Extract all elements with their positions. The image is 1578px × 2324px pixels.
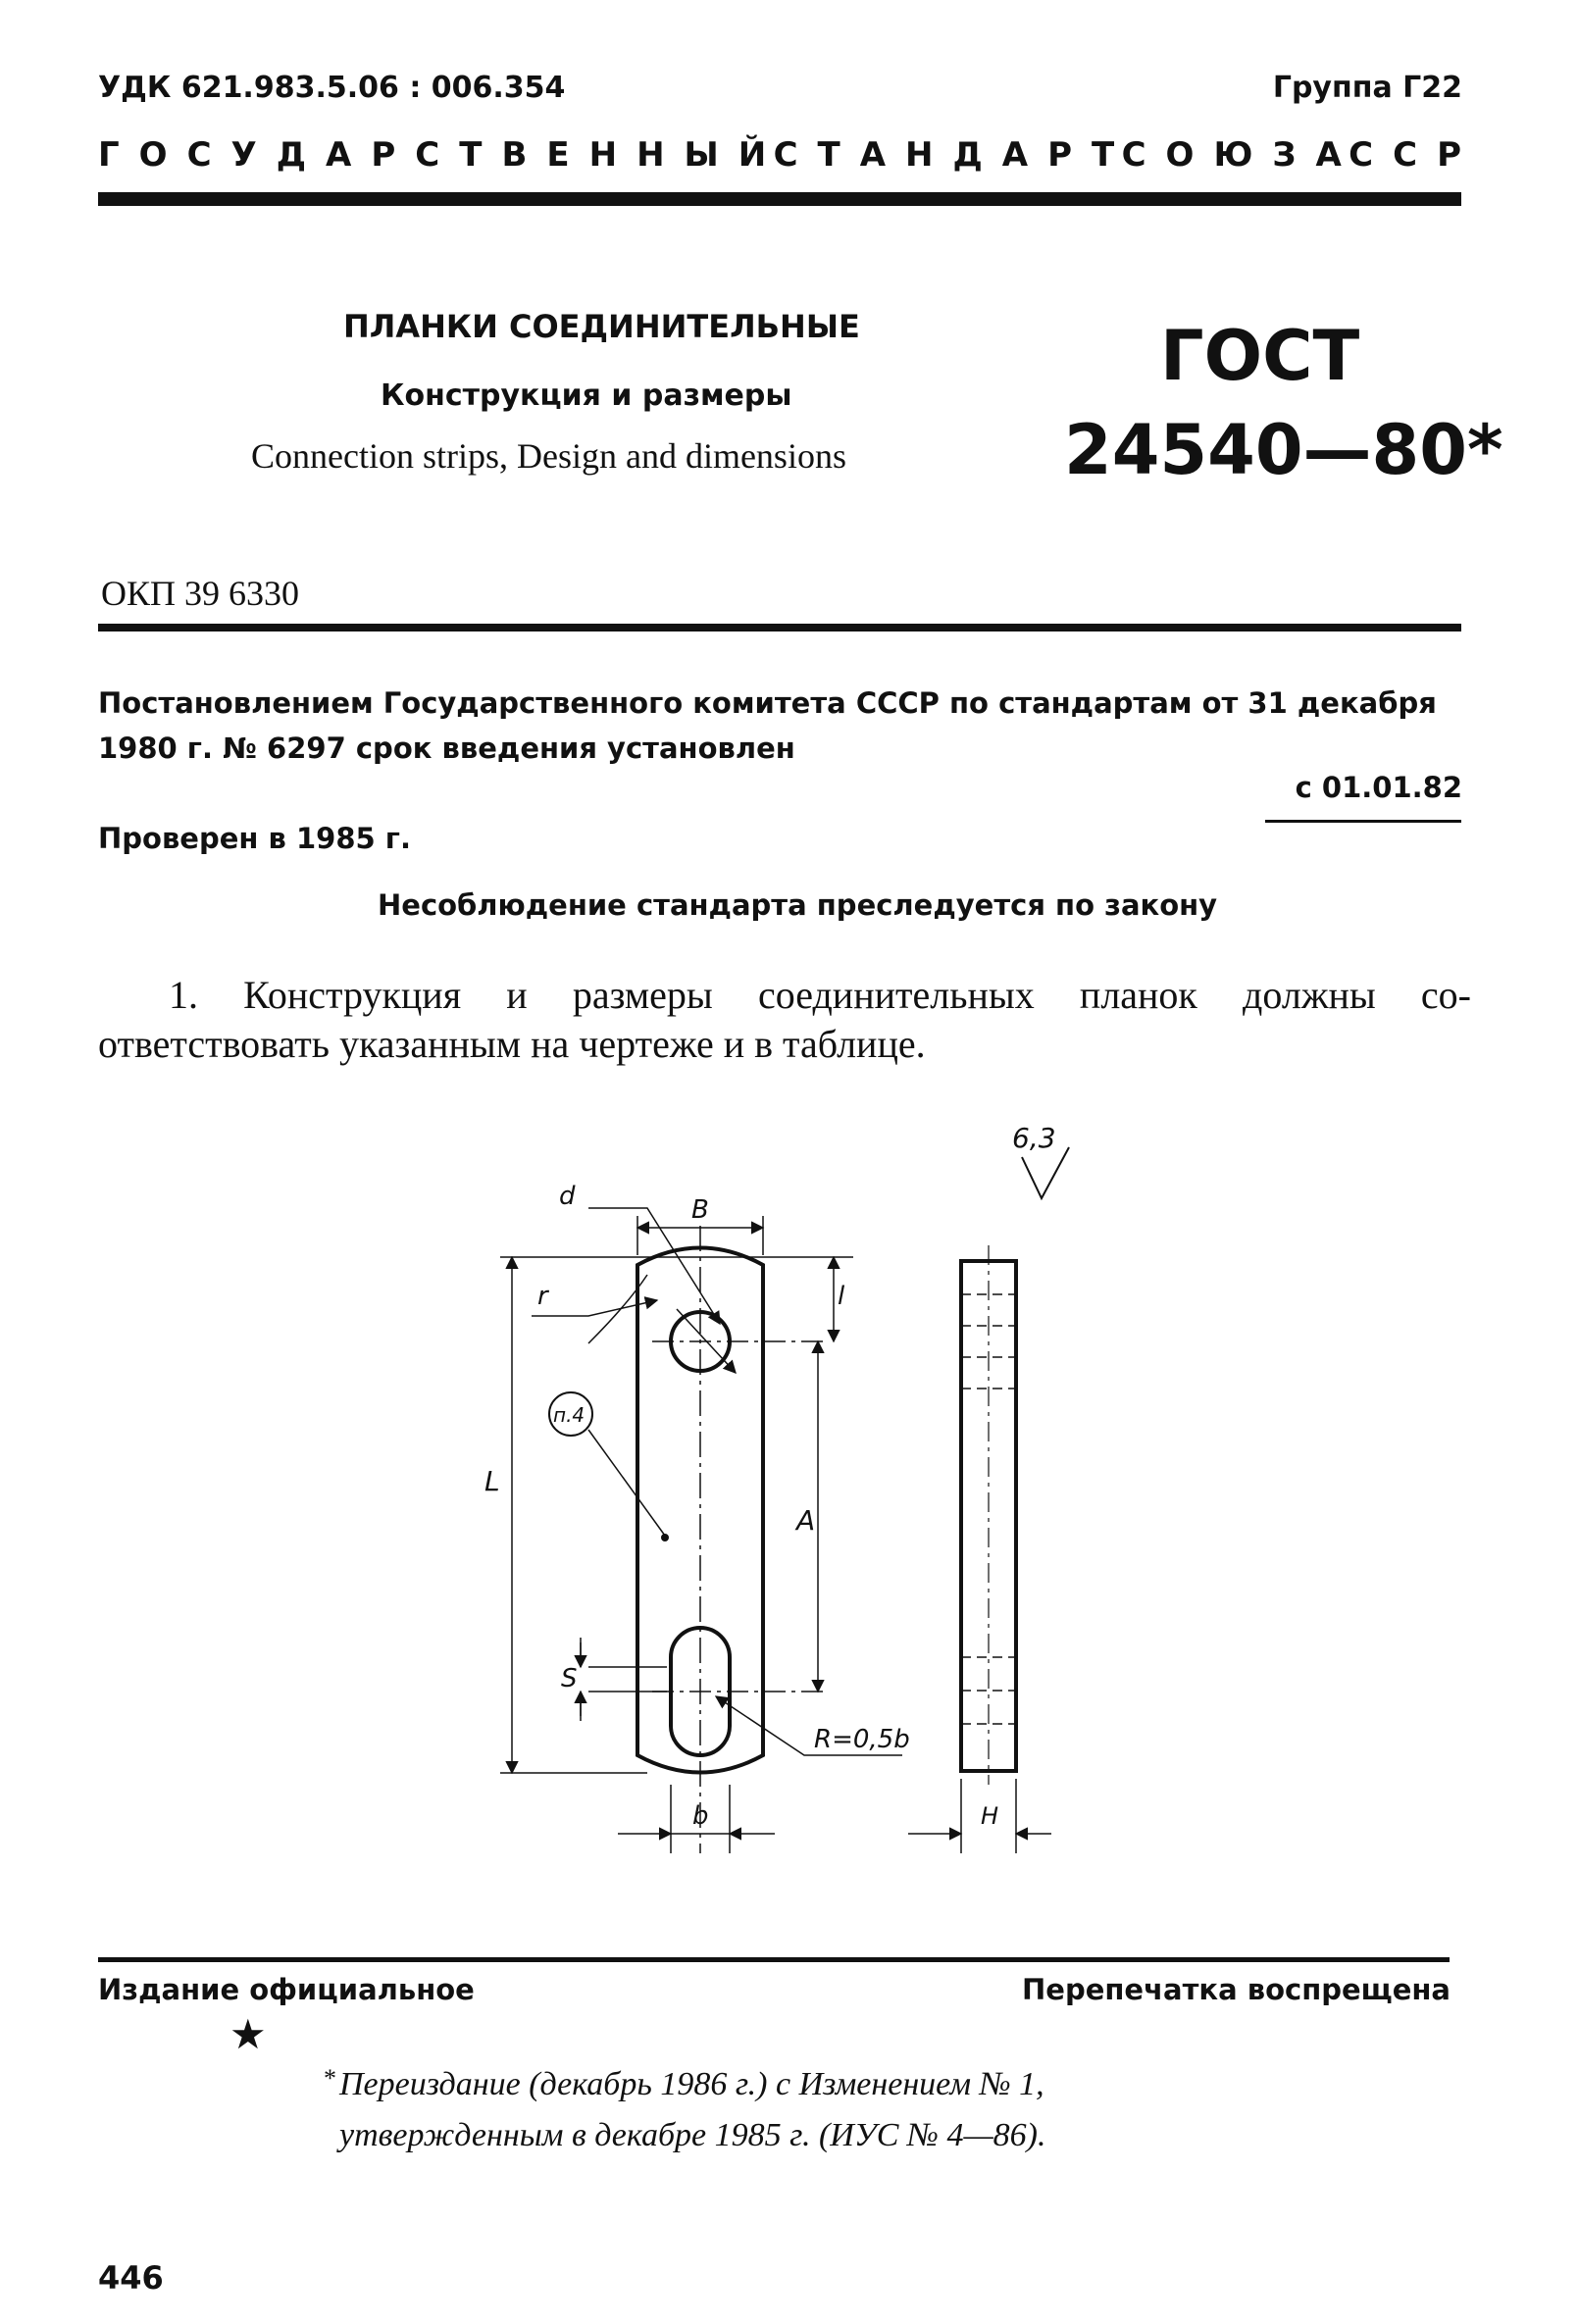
state-standard-letter: У [230,135,257,175]
state-standard-letter: В [501,135,528,175]
state-standard-letter: Ю [1213,135,1253,175]
footer-rule [98,1957,1450,1962]
state-standard-letter: С [1393,135,1418,175]
state-standard-word [1349,135,1461,175]
state-standard-letter: Д [952,135,983,175]
note-bubble-label: п.4 [553,1403,585,1427]
document-subtitle: Конструкция и размеры [381,379,792,413]
state-standard-letter: Т [1092,135,1115,175]
state-standard-letter: Н [636,135,665,175]
paragraph-1-line-2: ответствовать указанным на чертеже и в таблице. [98,1022,926,1066]
paragraph-1 [98,971,1471,1069]
note-leader-dot [662,1535,668,1541]
effective-date: с 01.01.82 [1295,771,1462,804]
document-title: ПЛАНКИ СОЕДИНИТЕЛЬНЫЕ [343,308,860,345]
effective-date-rule [1265,820,1461,823]
note-leader [588,1430,665,1536]
footnote [324,2059,1046,2161]
dim-r-label: r [537,1282,548,1311]
state-standard-word [98,135,766,175]
state-standard-word [774,135,1115,175]
dim-B-label: B [691,1195,709,1225]
verified-note: Проверен в 1985 г. [98,822,411,855]
dim-H-label: H [981,1802,999,1830]
document-title-english: Connection strips, Design and dimensions [251,436,846,476]
state-standard-letter: Д [276,135,307,175]
footnote-line-1: Переиздание (декабрь 1986 г.) с Изменением № 1, [339,2066,1044,2102]
state-standard-letter: С [1349,135,1374,175]
state-standard-letter: Р [1047,135,1073,175]
strip-drawing [441,1108,1089,1873]
state-standard-letter: О [138,135,168,175]
state-standard-letter: З [1272,135,1297,175]
reprint-note: Перепечатка воспрещена [1022,1973,1451,2006]
footnote-mark: * [324,2064,336,2093]
state-standard-letter: Р [371,135,396,175]
law-notice: Несоблюдение стандарта преследуется по закону [378,888,1218,922]
state-standard-letter: Н [905,135,934,175]
edition-note: Издание официальное [98,1973,475,2006]
state-standard-letter: А [1315,135,1342,175]
dim-S-label: S [561,1664,578,1693]
d-leader [588,1208,720,1324]
gost-label: ГОСТ [1160,316,1360,396]
state-standard-letter: Т [817,135,840,175]
state-standard-letter: Ы [684,135,719,175]
state-standard-letter: Й [738,135,767,175]
dim-L-label: L [484,1465,500,1497]
dim-d-label: d [559,1182,576,1211]
state-standard-letter: Г [98,135,120,175]
star-icon: ★ [229,2010,267,2058]
decree-text: Постановлением Государственного комитета СССР по стандартам от 31 декабря 1980 г. № 6297 срок введения установлен [98,686,1437,765]
state-standard-letter: Е [546,135,570,175]
dim-R-label: R=0,5b [814,1725,910,1754]
dim-A-label: A [796,1504,816,1537]
gost-number: 24540—80* [1064,410,1503,490]
state-standard-word [1122,135,1342,175]
roughness-value: 6,3 [1012,1122,1056,1154]
state-standard-letter: С [415,135,440,175]
state-standard-letter: Т [459,135,483,175]
state-standard-letter: О [1165,135,1195,175]
state-standard-letter: С [1121,135,1146,175]
dim-b-label: b [692,1801,709,1831]
state-standard-letter: С [186,135,212,175]
state-standard-heading [98,135,1461,175]
state-standard-letter: Н [588,135,618,175]
paragraph-1-line-1: 1. Конструкция и размеры соединительных планок должны со- [169,973,1471,1017]
state-standard-letter: С [773,135,798,175]
group-code: Группа Г22 [1272,71,1462,105]
roughness-check-icon [1022,1147,1069,1198]
dim-l-label: l [838,1282,845,1311]
state-standard-letter: Р [1437,135,1461,175]
okp-code: ОКП 39 6330 [101,574,300,613]
page-number: 446 [98,2259,164,2297]
state-standard-letter: А [326,135,352,175]
state-standard-letter: А [859,135,887,175]
state-standard-letter: А [1001,135,1029,175]
okp-rule [98,624,1461,632]
footnote-line-2: утвержденным в декабре 1985 г. (ИУС № 4—86). [339,2117,1046,2153]
udk-code: УДК 621.983.5.06 : 006.354 [98,71,566,105]
header-rule [98,192,1461,206]
